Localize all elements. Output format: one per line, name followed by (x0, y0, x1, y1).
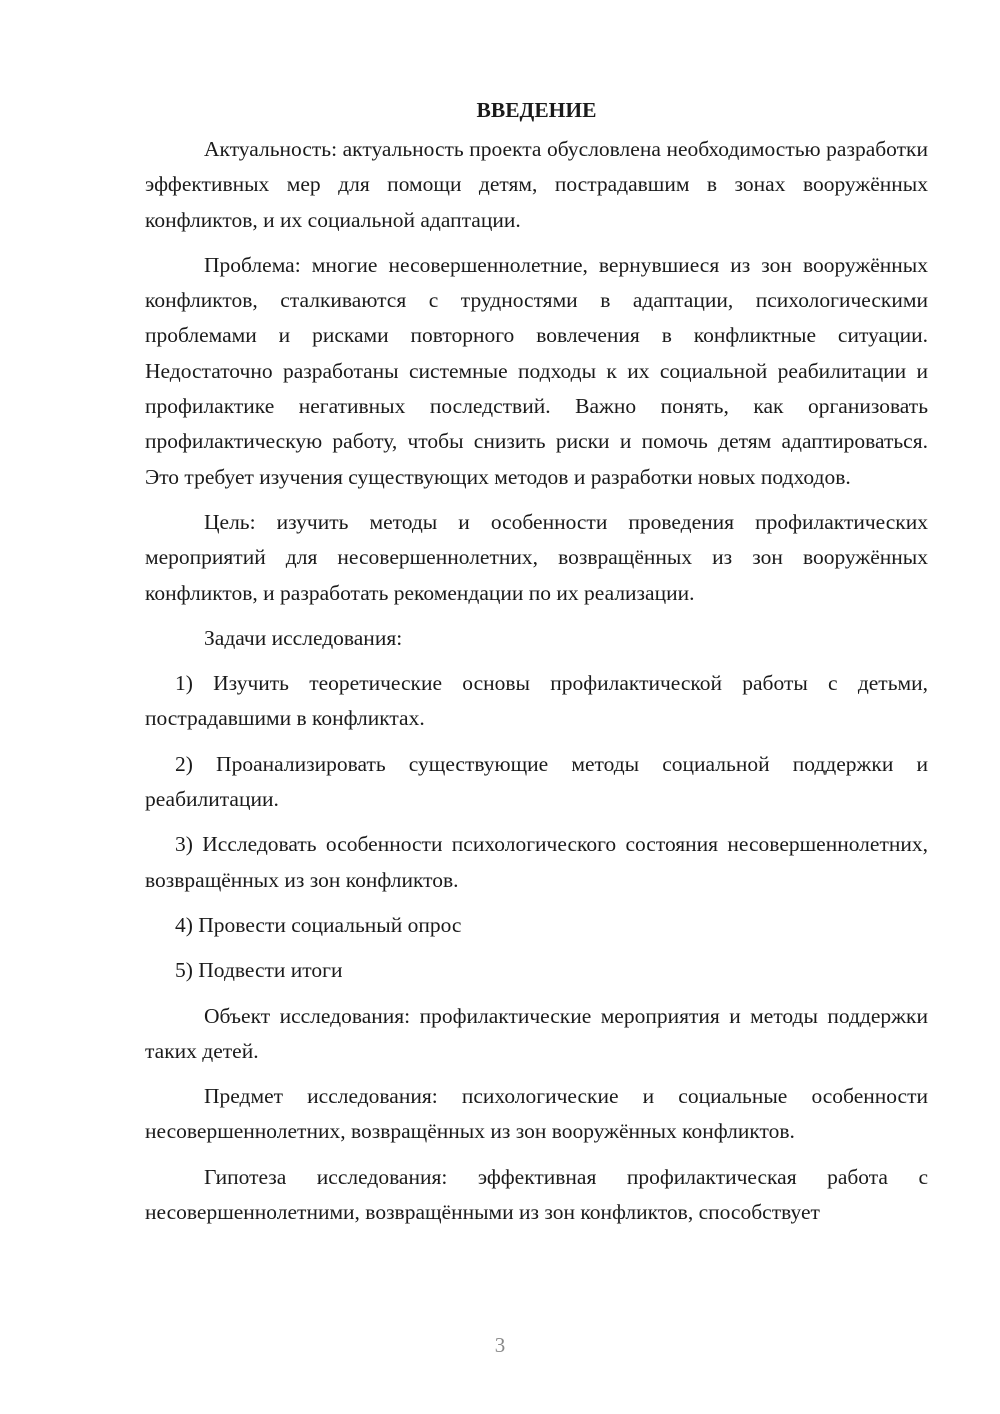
tasks-heading: Задачи исследования: (204, 625, 403, 650)
document-page (145, 92, 928, 1230)
task-item-3: 3) Исследовать особенности психологического состояния несовершеннолетних, возвращённых из зон конфликтов. (145, 832, 928, 892)
paragraph-problem: Проблема: многие несовершеннолетние, вернувшиеся из зон вооружённых конфликтов, сталкиваются с трудностями в адаптации, психологическими проблемами и рисками повторного вовлечения в конфликтные ситуации. Недостаточно разработаны системные подходы к их социальной реабилитации и профилактике негативных последствий. Важно понять, как организовать профилактическую работу, чтобы снизить риски и помочь детям адаптироваться. Это требует изучения существующих методов и разработки новых подходов. (145, 252, 928, 489)
paragraph-relevance: Актуальность: актуальность проекта обусловлена необходимостью разработки эффективных мер для помощи детям, пострадавшим в зонах вооружённых конфликтов, и их социальной адаптации. (145, 137, 928, 232)
task-item-5: 5) Подвести итоги (175, 958, 343, 983)
paragraph-goal: Цель: изучить методы и особенности проведения профилактических мероприятий для несовершеннолетних, возвращённых из зон вооружённых конфликтов, и разработать рекомендации по их реализации. (145, 509, 928, 605)
task-item-1: 1) Изучить теоретические основы профилактической работы с детьми, пострадавшими в конфликтах. (145, 671, 928, 731)
page-number: 3 (494, 1333, 506, 1357)
paragraph-hypothesis: Гипотеза исследования: эффективная профилактическая работа с несовершеннолетними, возвращёнными из зон конфликтов, способствует (145, 1164, 928, 1225)
section-title: ВВЕДЕНИЕ (476, 98, 597, 122)
paragraph-subject: Предмет исследования: психологические и социальные особенности несовершеннолетних, возвращённых из зон вооружённых конфликтов. (145, 1084, 928, 1144)
task-item-2: 2) Проанализировать существующие методы социальной поддержки и реабилитации. (145, 751, 928, 812)
task-item-4: 4) Провести социальный опрос (175, 912, 462, 937)
paragraph-object: Объект исследования: профилактические мероприятия и методы поддержки таких детей. (145, 1003, 928, 1063)
